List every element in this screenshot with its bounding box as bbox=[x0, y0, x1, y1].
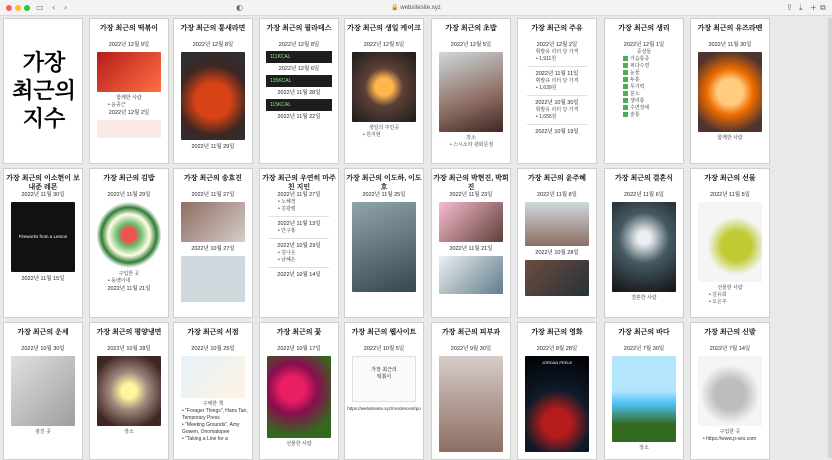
video-caption: Fireworks from a Lemon bbox=[18, 234, 68, 239]
address-bar[interactable]: 🔒 websitesite.xyz bbox=[391, 5, 441, 11]
shield-icon[interactable]: ◐ bbox=[236, 3, 243, 12]
card-bullet: • 1,639원 bbox=[518, 85, 596, 92]
card-note: 함께한 사람 bbox=[116, 95, 142, 101]
sea-photo bbox=[612, 356, 676, 442]
card-ramen[interactable] bbox=[173, 18, 253, 164]
card-flowers[interactable] bbox=[259, 322, 339, 460]
card-date: 2022년 10월 27일 bbox=[191, 246, 235, 252]
card-title: 가장 최근의 이소현이 보내준 레몬 bbox=[6, 175, 80, 191]
card-title: 가장 최근의 필라테스 bbox=[266, 25, 332, 32]
card-title: 가장 최근의 주유 bbox=[531, 25, 583, 32]
card-date: 2022년 7월 30일 bbox=[623, 346, 665, 352]
face-mask-photo bbox=[439, 356, 503, 452]
card-note: 선물한 사람 bbox=[717, 285, 743, 291]
card-bullet: • 1,655원 bbox=[518, 114, 596, 121]
divider bbox=[269, 238, 329, 239]
sidebar-icon[interactable]: ▭ bbox=[36, 3, 44, 12]
card-bullet: • "Forager Things", Hans Tan, Temporary Press bbox=[174, 408, 252, 422]
card-note: 증상들 bbox=[636, 49, 652, 55]
card-title: 가장 최근의 신발 bbox=[704, 329, 756, 336]
chevron-left-icon[interactable]: ‹ bbox=[52, 3, 56, 12]
card-note: 휘발유 리터 당 가격 bbox=[535, 107, 579, 113]
people-photo bbox=[525, 260, 589, 296]
building-photo bbox=[525, 202, 589, 246]
card-date: 2022년 10월 19일 bbox=[535, 129, 579, 135]
card-lemon[interactable] bbox=[3, 168, 83, 318]
kids-photo bbox=[352, 202, 416, 292]
checkbox-item: 술통 bbox=[605, 112, 683, 119]
card-date: 2022년 11월 8일 bbox=[537, 192, 577, 198]
card-title: 가장 최근의 윤주혜 bbox=[528, 175, 586, 182]
gift-photo bbox=[698, 202, 762, 282]
card-date: 2022년 11월 23일 bbox=[449, 192, 493, 198]
checkbox-item: 가슴통증 bbox=[605, 56, 683, 63]
yuzu-ramen-photo bbox=[698, 52, 762, 132]
page-scrollbar[interactable] bbox=[828, 18, 832, 458]
card-date: 2022년 10월 5일 bbox=[363, 346, 405, 352]
divider bbox=[269, 267, 329, 268]
movie-poster bbox=[525, 356, 589, 452]
card-title: 가장 최근의 초밥 bbox=[445, 25, 497, 32]
card-title: 가장 최근의 박현진, 박희진 bbox=[433, 175, 509, 191]
tteokbokki-logo-image bbox=[97, 52, 161, 92]
divider bbox=[527, 124, 587, 125]
people-photo bbox=[439, 202, 503, 242]
card-note: 장소 bbox=[466, 135, 476, 141]
checkbox-icon bbox=[623, 91, 628, 96]
card-date: 2022년 11월 28일 bbox=[277, 90, 321, 96]
minimize-window-button[interactable] bbox=[15, 5, 21, 11]
card-shoes[interactable] bbox=[690, 322, 770, 460]
checkbox-item: 생리통 bbox=[605, 98, 683, 105]
card-title: 가장 최근의 떡볶이 bbox=[100, 25, 158, 32]
card-date: 2022년 10월 28일 bbox=[107, 346, 151, 352]
card-note: 구매한 책 bbox=[202, 401, 224, 407]
url-text: websitesite.xyz bbox=[400, 5, 441, 11]
checkbox-icon bbox=[623, 112, 628, 117]
card-date: 2022년 10월 17일 bbox=[277, 346, 321, 352]
card-note: 함께한 사람 bbox=[717, 135, 743, 141]
card-bullet: • 김나은 bbox=[260, 250, 338, 257]
checkbox-icon bbox=[623, 105, 628, 110]
card-gas[interactable] bbox=[517, 18, 597, 164]
card-fortune[interactable] bbox=[3, 322, 83, 460]
card-sushi[interactable] bbox=[431, 18, 511, 164]
card-bullet: • 안구홍 bbox=[260, 228, 338, 235]
zoom-window-button[interactable] bbox=[24, 5, 30, 11]
card-date: 2022년 12월 1일 bbox=[623, 42, 665, 48]
site-title: 가장 최근의 지수 bbox=[12, 50, 76, 131]
card-date: 2022년 11월 5일 bbox=[710, 192, 750, 198]
card-note: 구입한 곳 bbox=[719, 429, 741, 435]
card-date: 2022년 11월 21일 bbox=[449, 246, 493, 252]
card-date: 2022년 11월 25일 bbox=[362, 192, 406, 198]
card-date: 2022년 12월 5일 bbox=[363, 42, 405, 48]
ramen-photo bbox=[181, 52, 245, 140]
lemon-video-image bbox=[11, 202, 75, 272]
card-title: 가장 최근의 결혼식 bbox=[615, 175, 673, 182]
card-title: 가장 최근의 꽃 bbox=[276, 329, 322, 336]
checkbox-item: 피다수면 bbox=[605, 63, 683, 70]
card-gimbap[interactable] bbox=[89, 168, 169, 318]
card-title: 가장 최근의 통새라면 bbox=[180, 25, 246, 32]
card-title: 가장 최근의 웹사이트 bbox=[351, 329, 417, 336]
card-date: 2022년 11월 15일 bbox=[21, 276, 65, 282]
card-title: 가장 최근의 김밥 bbox=[103, 175, 155, 182]
card-bullet: • "Taking a Line for a bbox=[174, 436, 252, 443]
card-pilates[interactable] bbox=[259, 18, 339, 164]
gimbap-photo bbox=[97, 202, 161, 268]
card-park-sisters[interactable] bbox=[431, 168, 511, 318]
card-note: 선물한 사람 bbox=[286, 441, 312, 447]
card-date: 2022년 11월 11일 bbox=[535, 71, 579, 77]
portrait-photo bbox=[181, 202, 245, 242]
card-date: 2022년 12월 2일 bbox=[108, 110, 150, 116]
share-icon[interactable]: ⇪ bbox=[786, 3, 793, 12]
website-screenshot bbox=[352, 356, 416, 402]
card-note: 장소 bbox=[639, 445, 649, 451]
poster-text: JORDAN PEELE bbox=[541, 360, 573, 365]
card-bullet: • 1,911원 bbox=[518, 56, 596, 63]
card-acquaintance[interactable] bbox=[259, 168, 339, 318]
naengmyeon-photo bbox=[97, 356, 161, 426]
card-bullet: • 오은주 bbox=[691, 299, 769, 306]
card-yuzu-ramen[interactable] bbox=[690, 18, 770, 164]
card-date: 2022년 11월 27일 bbox=[191, 192, 235, 198]
fortune-photo bbox=[11, 356, 75, 426]
flowers-photo bbox=[267, 356, 331, 438]
card-date: 2022년 11월 21일 bbox=[107, 286, 151, 292]
tabs-overview-icon[interactable]: ⧉ bbox=[820, 3, 826, 12]
card-date: 2022년 12월 8일 bbox=[278, 42, 320, 48]
card-bullet: • 노혜정 bbox=[260, 199, 338, 206]
card-bullet: • 스시소라 광화문점 bbox=[432, 142, 510, 149]
cake-photo bbox=[352, 52, 416, 122]
checkbox-item: 무기력 bbox=[605, 84, 683, 91]
card-sea[interactable] bbox=[604, 322, 684, 460]
checkbox-item: 분노 bbox=[605, 91, 683, 98]
card-date: 2022년 12월 6일 bbox=[278, 66, 320, 72]
card-bookstore[interactable] bbox=[173, 322, 253, 460]
card-date: 2022년 10월 30일 bbox=[21, 346, 65, 352]
logo-image bbox=[97, 120, 161, 138]
mini-title: 가장 최근의 떡볶이 bbox=[371, 367, 397, 380]
card-title: 가장 최근의 선물 bbox=[704, 175, 756, 182]
card-bullet: • 윤종근 bbox=[90, 102, 168, 109]
card-date: 2022년 12월 2일 bbox=[536, 42, 578, 48]
card-bullet: • 동백이네 bbox=[90, 278, 168, 285]
checkbox-icon bbox=[623, 56, 628, 61]
browser-titlebar bbox=[0, 0, 832, 16]
chevron-right-icon[interactable]: › bbox=[64, 3, 68, 12]
checkbox-icon bbox=[623, 70, 628, 75]
card-period[interactable] bbox=[604, 18, 684, 164]
card-wedding[interactable] bbox=[604, 168, 684, 318]
card-date: 2022년 10월 30일 bbox=[535, 100, 579, 106]
checkbox-item: 수면장애 bbox=[605, 105, 683, 112]
checkbox-icon bbox=[623, 77, 628, 82]
card-note: 결혼한 사람 bbox=[631, 295, 657, 301]
card-title: 가장 최근의 생일 케이크 bbox=[347, 25, 421, 32]
card-doha-doho[interactable] bbox=[344, 168, 424, 318]
wedding-photo bbox=[612, 202, 676, 292]
card-bullet: • "Meeting Grounds", Amy Gowen, Onomatopee bbox=[174, 422, 252, 436]
card-date: 2022년 11월 30일 bbox=[21, 192, 65, 198]
card-date: 2022년 11월 22일 bbox=[277, 114, 321, 120]
card-birthday-cake[interactable] bbox=[344, 18, 424, 164]
card-title: 가장 최근의 바다 bbox=[618, 329, 670, 336]
card-tteokbokki[interactable] bbox=[89, 18, 169, 164]
card-date: 2022년 10월 29일 bbox=[277, 243, 321, 249]
divider bbox=[527, 66, 587, 67]
card-yoon-juhye[interactable] bbox=[517, 168, 597, 318]
card-date: 2022년 12월 8일 bbox=[192, 42, 234, 48]
divider bbox=[269, 216, 329, 217]
card-date: 2022년 11월 30일 bbox=[708, 42, 752, 48]
card-note: 장소 bbox=[124, 429, 134, 435]
card-date: 2022년 11월 13일 bbox=[277, 221, 321, 227]
card-note: 구입한 곳 bbox=[118, 271, 140, 277]
card-title: 가장 최근의 영화 bbox=[531, 329, 583, 336]
close-window-button[interactable] bbox=[6, 5, 12, 11]
card-bullet: • 남혜은 bbox=[260, 257, 338, 264]
card-title: 가장 최근의 운세 bbox=[17, 329, 69, 336]
card-movie[interactable] bbox=[517, 322, 597, 460]
card-note: 휘발유 리터 당 가격 bbox=[535, 49, 579, 55]
card-date: 2022년 10월 14일 bbox=[277, 272, 321, 278]
card-title: 가장 최근의 서점 bbox=[187, 329, 239, 336]
card-song-hyojin[interactable] bbox=[173, 168, 253, 318]
card-date: 2022년 11월 29일 bbox=[107, 192, 151, 198]
site-title-card bbox=[3, 18, 83, 164]
card-note: 생일의 주인공 bbox=[368, 125, 400, 131]
sushi-photo bbox=[439, 52, 503, 132]
people-photo bbox=[439, 256, 503, 294]
card-bullet: • https://www.p-ses.com bbox=[691, 436, 769, 443]
card-title: 가장 최근의 송효진 bbox=[184, 175, 242, 182]
card-title: 가장 최근의 유즈라멘 bbox=[697, 25, 763, 32]
calorie-badge: 111KCAL bbox=[266, 51, 332, 63]
card-date: 2022년 8월 28일 bbox=[536, 346, 578, 352]
checkbox-icon bbox=[623, 84, 628, 89]
download-icon[interactable]: ⤓ bbox=[799, 3, 803, 12]
card-date: 2022년 10월 25일 bbox=[191, 346, 235, 352]
card-date: 2022년 11월 29일 bbox=[191, 144, 235, 150]
card-website[interactable] bbox=[344, 322, 424, 460]
card-bullet: • 김광렬 bbox=[260, 206, 338, 213]
card-date: 2022년 12월 5일 bbox=[450, 42, 492, 48]
shoes-photo bbox=[698, 356, 762, 426]
card-dermatology[interactable] bbox=[431, 322, 511, 460]
checkbox-icon bbox=[623, 63, 628, 68]
card-title: 가장 최근의 우연히 마주친 지인 bbox=[262, 175, 336, 191]
card-title: 가장 최근의 평양냉면 bbox=[96, 329, 162, 336]
card-date: 2022년 10월 28일 bbox=[535, 250, 579, 256]
new-tab-icon[interactable]: + bbox=[810, 3, 817, 12]
checkbox-icon bbox=[623, 98, 628, 103]
website-link[interactable]: https://websitesite.xyz/mostrecent/pu bbox=[347, 406, 421, 411]
checkbox-item: 두통 bbox=[605, 77, 683, 84]
calorie-badge: 115KCAL bbox=[266, 99, 332, 111]
checkbox-item: 눈물 bbox=[605, 70, 683, 77]
card-gift[interactable] bbox=[690, 168, 770, 318]
card-date: 2022년 11월 6일 bbox=[624, 192, 664, 198]
building-photo bbox=[181, 256, 245, 302]
card-bullet: • 원지현 bbox=[345, 132, 423, 139]
card-title: 가장 최근의 생리 bbox=[618, 25, 670, 32]
map-image bbox=[181, 356, 245, 398]
card-date: 2022년 11월 27일 bbox=[277, 192, 321, 198]
card-bullet: • 김유희 bbox=[691, 292, 769, 299]
card-title: 가장 최근의 피부과 bbox=[442, 329, 500, 336]
card-note: 점친 곳 bbox=[35, 429, 51, 435]
card-naengmyeon[interactable] bbox=[89, 322, 169, 460]
divider bbox=[527, 95, 587, 96]
card-date: 2022년 9월 30일 bbox=[450, 346, 492, 352]
card-date: 2022년 7월 14일 bbox=[709, 346, 751, 352]
card-date: 2022년 12월 9일 bbox=[108, 42, 150, 48]
calorie-badge: 135KCAL bbox=[266, 75, 332, 87]
card-title: 가장 최근의 이도하, 이도호 bbox=[346, 175, 422, 191]
card-note: 휘발유 리터 당 가격 bbox=[535, 78, 579, 84]
